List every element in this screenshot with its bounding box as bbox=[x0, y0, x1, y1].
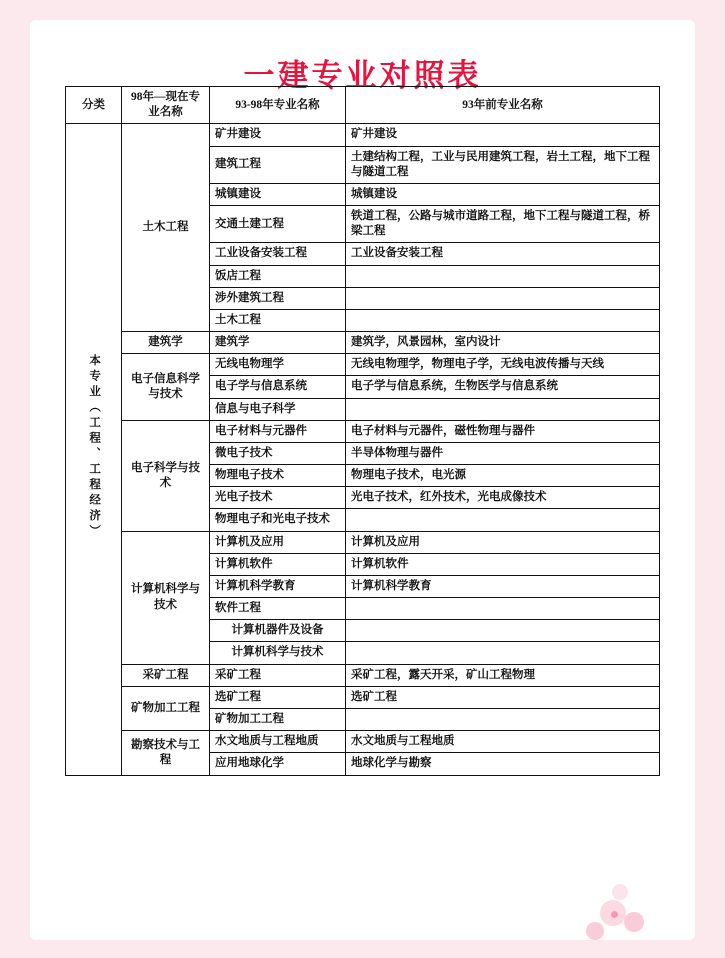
major-93-98-cell: 电子学与信息系统 bbox=[210, 376, 346, 398]
major-pre93-cell: 建筑学，风景园林，室内设计 bbox=[346, 332, 660, 354]
major-93-98-cell: 建筑工程 bbox=[210, 146, 346, 183]
major-93-98-cell: 计算机及应用 bbox=[210, 531, 346, 553]
major-pre93-cell: 物理电子技术，电光源 bbox=[346, 465, 660, 487]
major-cell: 勘察技术与工程 bbox=[122, 731, 210, 775]
major-pre93-cell: 工业设备安装工程 bbox=[346, 243, 660, 265]
major-cell: 建筑学 bbox=[122, 332, 210, 354]
table-row bbox=[66, 354, 660, 376]
major-pre93-cell: 计算机软件 bbox=[346, 553, 660, 575]
major-93-98-cell: 选矿工程 bbox=[210, 686, 346, 708]
header-category: 分类 bbox=[66, 87, 122, 124]
major-pre93-cell bbox=[346, 598, 660, 620]
major-93-98-cell: 物理电子和光电子技术 bbox=[210, 509, 346, 531]
major-pre93-cell bbox=[346, 265, 660, 287]
major-cell: 电子信息科学与技术 bbox=[122, 354, 210, 421]
major-pre93-cell bbox=[346, 509, 660, 531]
major-pre93-cell: 土建结构工程，工业与民用建筑工程，岩土工程，地下工程与隧道工程 bbox=[346, 146, 660, 183]
major-pre93-cell bbox=[346, 309, 660, 331]
major-93-98-cell: 光电子技术 bbox=[210, 487, 346, 509]
table-row bbox=[66, 686, 660, 708]
major-pre93-cell: 采矿工程，露天开采，矿山工程物理 bbox=[346, 664, 660, 686]
major-93-98-cell: 计算机软件 bbox=[210, 553, 346, 575]
table-row bbox=[66, 420, 660, 442]
major-93-98-cell: 土木工程 bbox=[210, 309, 346, 331]
table-row bbox=[66, 124, 660, 146]
major-93-98-cell: 建筑学 bbox=[210, 332, 346, 354]
major-pre93-cell bbox=[346, 398, 660, 420]
major-93-98-cell: 微电子技术 bbox=[210, 442, 346, 464]
major-cell: 矿物加工工程 bbox=[122, 686, 210, 730]
major-93-98-cell: 城镇建设 bbox=[210, 183, 346, 205]
major-pre93-cell: 铁道工程，公路与城市道路工程，地下工程与隧道工程，桥梁工程 bbox=[346, 206, 660, 243]
major-pre93-cell: 计算机及应用 bbox=[346, 531, 660, 553]
major-93-98-cell: 电子材料与元器件 bbox=[210, 420, 346, 442]
major-93-98-cell: 涉外建筑工程 bbox=[210, 287, 346, 309]
major-93-98-cell: 计算机科学教育 bbox=[210, 575, 346, 597]
flower-decoration-icon bbox=[624, 912, 644, 932]
major-pre93-cell: 城镇建设 bbox=[346, 183, 660, 205]
category-cell: 本专业（工程、工程经济） bbox=[66, 124, 122, 775]
major-pre93-cell: 矿井建设 bbox=[346, 124, 660, 146]
flower-decoration-icon bbox=[586, 922, 604, 940]
major-93-98-cell: 无线电物理学 bbox=[210, 354, 346, 376]
major-pre93-cell: 地球化学与勘察 bbox=[346, 753, 660, 775]
table-row bbox=[66, 664, 660, 686]
table-row bbox=[66, 531, 660, 553]
table-row bbox=[66, 332, 660, 354]
page-title: 一建专业对照表 bbox=[243, 58, 482, 93]
major-pre93-cell bbox=[346, 620, 660, 642]
major-pre93-cell: 计算机科学教育 bbox=[346, 575, 660, 597]
major-pre93-cell: 无线电物理学，物理电子学，无线电波传播与天线 bbox=[346, 354, 660, 376]
major-93-98-cell: 矿物加工工程 bbox=[210, 708, 346, 730]
major-pre93-cell: 半导体物理与器件 bbox=[346, 442, 660, 464]
major-93-98-cell: 应用地球化学 bbox=[210, 753, 346, 775]
major-93-98-cell: 矿井建设 bbox=[210, 124, 346, 146]
major-pre93-cell bbox=[346, 642, 660, 664]
major-93-98-cell: 水文地质与工程地质 bbox=[210, 731, 346, 753]
major-93-98-cell: 信息与电子科学 bbox=[210, 398, 346, 420]
comparison-table bbox=[65, 86, 660, 776]
major-93-98-cell: 计算机器件及设备 bbox=[210, 620, 346, 642]
major-93-98-cell: 物理电子技术 bbox=[210, 465, 346, 487]
table-header-row bbox=[66, 87, 660, 124]
major-93-98-cell: 饭店工程 bbox=[210, 265, 346, 287]
major-93-98-cell: 采矿工程 bbox=[210, 664, 346, 686]
major-93-98-cell: 工业设备安装工程 bbox=[210, 243, 346, 265]
major-cell: 电子科学与技术 bbox=[122, 420, 210, 531]
table-row bbox=[66, 731, 660, 753]
major-cell: 土木工程 bbox=[122, 124, 210, 332]
major-pre93-cell bbox=[346, 708, 660, 730]
major-pre93-cell: 选矿工程 bbox=[346, 686, 660, 708]
document-sheet bbox=[30, 20, 695, 940]
major-pre93-cell: 电子学与信息系统，生物医学与信息系统 bbox=[346, 376, 660, 398]
major-pre93-cell: 光电子技术，红外技术，光电成像技术 bbox=[346, 487, 660, 509]
flower-decoration-icon bbox=[612, 884, 628, 900]
flower-center-icon bbox=[611, 911, 618, 918]
major-93-98-cell: 交通土建工程 bbox=[210, 206, 346, 243]
major-93-98-cell: 计算机科学与技术 bbox=[210, 642, 346, 664]
major-pre93-cell: 水文地质与工程地质 bbox=[346, 731, 660, 753]
header-major-pre-93: 93年前专业名称 bbox=[346, 87, 660, 124]
header-major-93-98: 93-98年专业名称 bbox=[210, 87, 346, 124]
major-pre93-cell bbox=[346, 287, 660, 309]
major-cell: 采矿工程 bbox=[122, 664, 210, 686]
major-cell: 计算机科学与技术 bbox=[122, 531, 210, 664]
header-major-98: 98年—现在专业名称 bbox=[122, 87, 210, 124]
major-pre93-cell: 电子材料与元器件，磁性物理与器件 bbox=[346, 420, 660, 442]
major-93-98-cell: 软件工程 bbox=[210, 598, 346, 620]
